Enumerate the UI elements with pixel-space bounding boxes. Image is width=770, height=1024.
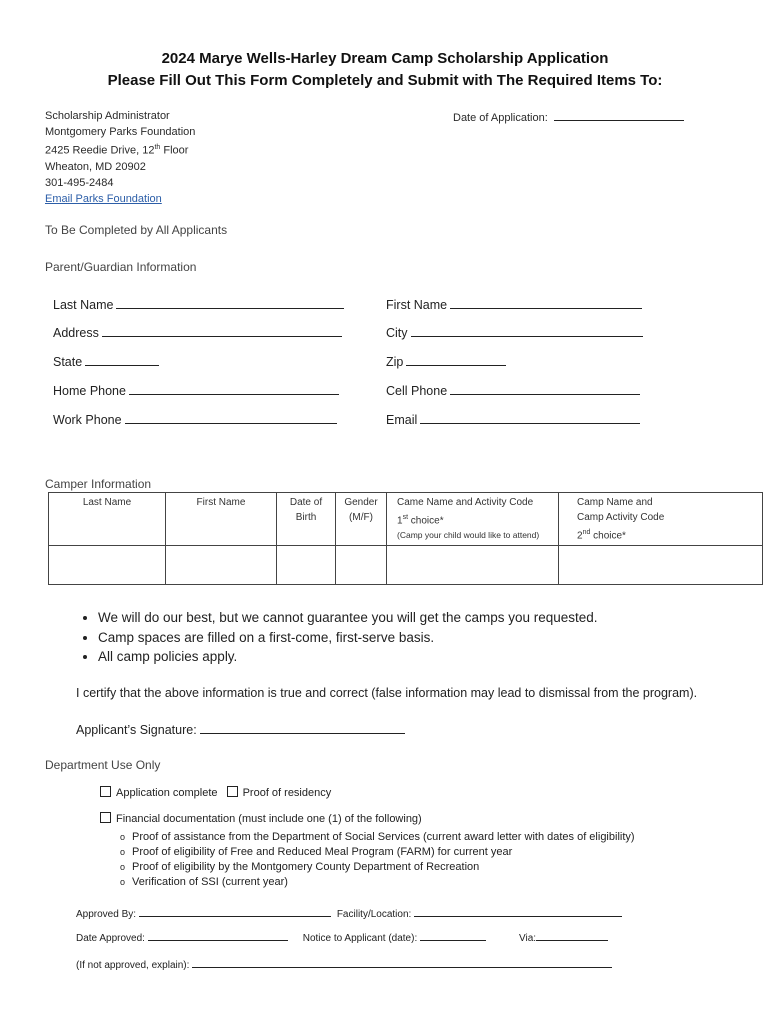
if-not-approved-row [76, 957, 612, 971]
department-checks-row [100, 786, 331, 799]
section-department: Department Use Only [45, 758, 161, 772]
list-item: o Proof of eligibility by the Montgomery County Department of Recreation [120, 861, 480, 873]
cell-phone-field[interactable] [450, 382, 640, 395]
zip-row [386, 353, 506, 369]
last-name-label: Last Name [53, 298, 114, 312]
home-phone-field[interactable] [129, 382, 339, 395]
city-field[interactable] [411, 324, 643, 337]
date-of-application [453, 108, 684, 126]
camper-last-name-cell[interactable] [49, 546, 166, 585]
certify-statement: I certify that the above information is true and correct (false information may lead to dismissal from the program). [76, 686, 698, 700]
first-name-row [386, 296, 642, 312]
email-field[interactable] [420, 411, 640, 424]
home-phone-row [53, 382, 339, 398]
zip-field[interactable] [406, 353, 506, 366]
bullet-item: • All camp policies apply. [98, 647, 598, 667]
address-row [53, 324, 342, 340]
first-name-label: First Name [386, 298, 448, 312]
application-complete-label: Application complete [116, 787, 218, 799]
policy-bullets [76, 608, 598, 667]
notice-label: Notice to Applicant (date): [302, 933, 418, 944]
cell-phone-label: Cell Phone [386, 384, 448, 398]
state-label: State [53, 355, 83, 369]
date-approved-row [76, 930, 608, 944]
facility-field[interactable] [414, 906, 622, 917]
camper-first-name-cell[interactable] [166, 546, 277, 585]
col-last-name: Last Name [49, 493, 166, 546]
camper-dob-cell[interactable] [277, 546, 336, 585]
section-parent-info: Parent/Guardian Information [45, 260, 197, 274]
col-first-name: First Name [166, 493, 277, 546]
approved-by-row [76, 906, 622, 920]
list-item: o Proof of assistance from the Department of Social Services (current award letter with dates of eligibility) [120, 831, 635, 843]
last-name-row [53, 296, 344, 312]
address-block [45, 108, 195, 207]
date-of-application-field[interactable] [554, 108, 684, 121]
home-phone-label: Home Phone [53, 384, 126, 398]
address-field[interactable] [102, 324, 342, 337]
work-phone-label: Work Phone [53, 413, 122, 427]
section-camper-info: Camper Information [45, 477, 152, 491]
camper-table [48, 492, 763, 585]
work-phone-field[interactable] [125, 411, 337, 424]
signature-row [76, 721, 405, 737]
form-title: 2024 Marye Wells-Harley Dream Camp Scholarship Application [161, 50, 609, 67]
via-label: Via: [519, 933, 537, 944]
bullet-item: • We will do our best, but we cannot guarantee you will get the camps you requested. [98, 608, 598, 628]
address-phone: 301-495-2484 [45, 176, 114, 189]
camper-first-choice-cell[interactable] [387, 546, 559, 585]
address-line-3: 2425 Reedie Drive, 12th Floor [45, 144, 189, 157]
col-second-choice: Camp Name and Camp Activity Code 2nd choice* [559, 493, 763, 546]
first-name-field[interactable] [450, 296, 642, 309]
zip-label: Zip [386, 355, 404, 369]
email-label: Email [386, 413, 418, 427]
camper-table-row [49, 546, 763, 585]
signature-label: Applicant’s Signature: [76, 723, 197, 737]
last-name-field[interactable] [116, 296, 344, 309]
state-field[interactable] [85, 353, 159, 366]
address-line-2: Montgomery Parks Foundation [45, 126, 196, 138]
approved-by-label: Approved By: [76, 909, 137, 920]
financial-documentation-checkbox[interactable] [100, 812, 111, 823]
work-phone-row [53, 411, 337, 427]
financial-documentation-label: Financial documentation (must include one (1) of the following) [116, 813, 422, 825]
camper-second-choice-cell[interactable] [559, 546, 763, 585]
col-first-choice: Came Name and Activity Code 1st choice* (Camp your child would like to attend) [387, 493, 559, 546]
if-not-approved-field[interactable] [192, 957, 612, 968]
col-gender: Gender (M/F) [336, 493, 387, 546]
section-all-applicants: To Be Completed by All Applicants [45, 223, 228, 237]
address-label: Address [53, 326, 99, 340]
notice-field[interactable] [420, 930, 486, 941]
date-approved-label: Date Approved: [76, 933, 145, 944]
form-subtitle: Please Fill Out This Form Completely and Submit with The Required Items To: [107, 72, 663, 89]
facility-label: Facility/Location: [336, 909, 412, 920]
if-not-approved-label: (If not approved, explain): [76, 960, 190, 971]
application-complete-checkbox[interactable] [100, 786, 111, 797]
financial-options-list [120, 830, 635, 890]
proof-of-residency-label: Proof of residency [242, 787, 332, 799]
city-row [386, 324, 643, 340]
list-item: o Proof of eligibility of Free and Reduced Meal Program (FARM) for current year [120, 846, 513, 858]
cell-phone-row [386, 382, 640, 398]
col-date-of-birth: Date of Birth [277, 493, 336, 546]
camper-table-header [49, 493, 763, 546]
email-row [386, 411, 640, 427]
camper-gender-cell[interactable] [336, 546, 387, 585]
email-parks-foundation-link[interactable]: Email Parks Foundation [45, 192, 162, 205]
address-line-4: Wheaton, MD 20902 [45, 160, 146, 173]
date-approved-field[interactable] [148, 930, 288, 941]
signature-field[interactable] [200, 721, 405, 734]
city-label: City [386, 326, 408, 340]
bullet-item: • Camp spaces are filled on a first-come, first-serve basis. [98, 628, 598, 648]
via-field[interactable] [536, 930, 608, 941]
financial-doc-row [100, 812, 422, 825]
address-line-1: Scholarship Administrator [45, 110, 170, 122]
approved-by-field[interactable] [139, 906, 331, 917]
proof-of-residency-checkbox[interactable] [227, 786, 238, 797]
state-row [53, 353, 159, 369]
date-of-application-label: Date of Application: [453, 112, 548, 124]
list-item: o Verification of SSI (current year) [120, 876, 288, 888]
